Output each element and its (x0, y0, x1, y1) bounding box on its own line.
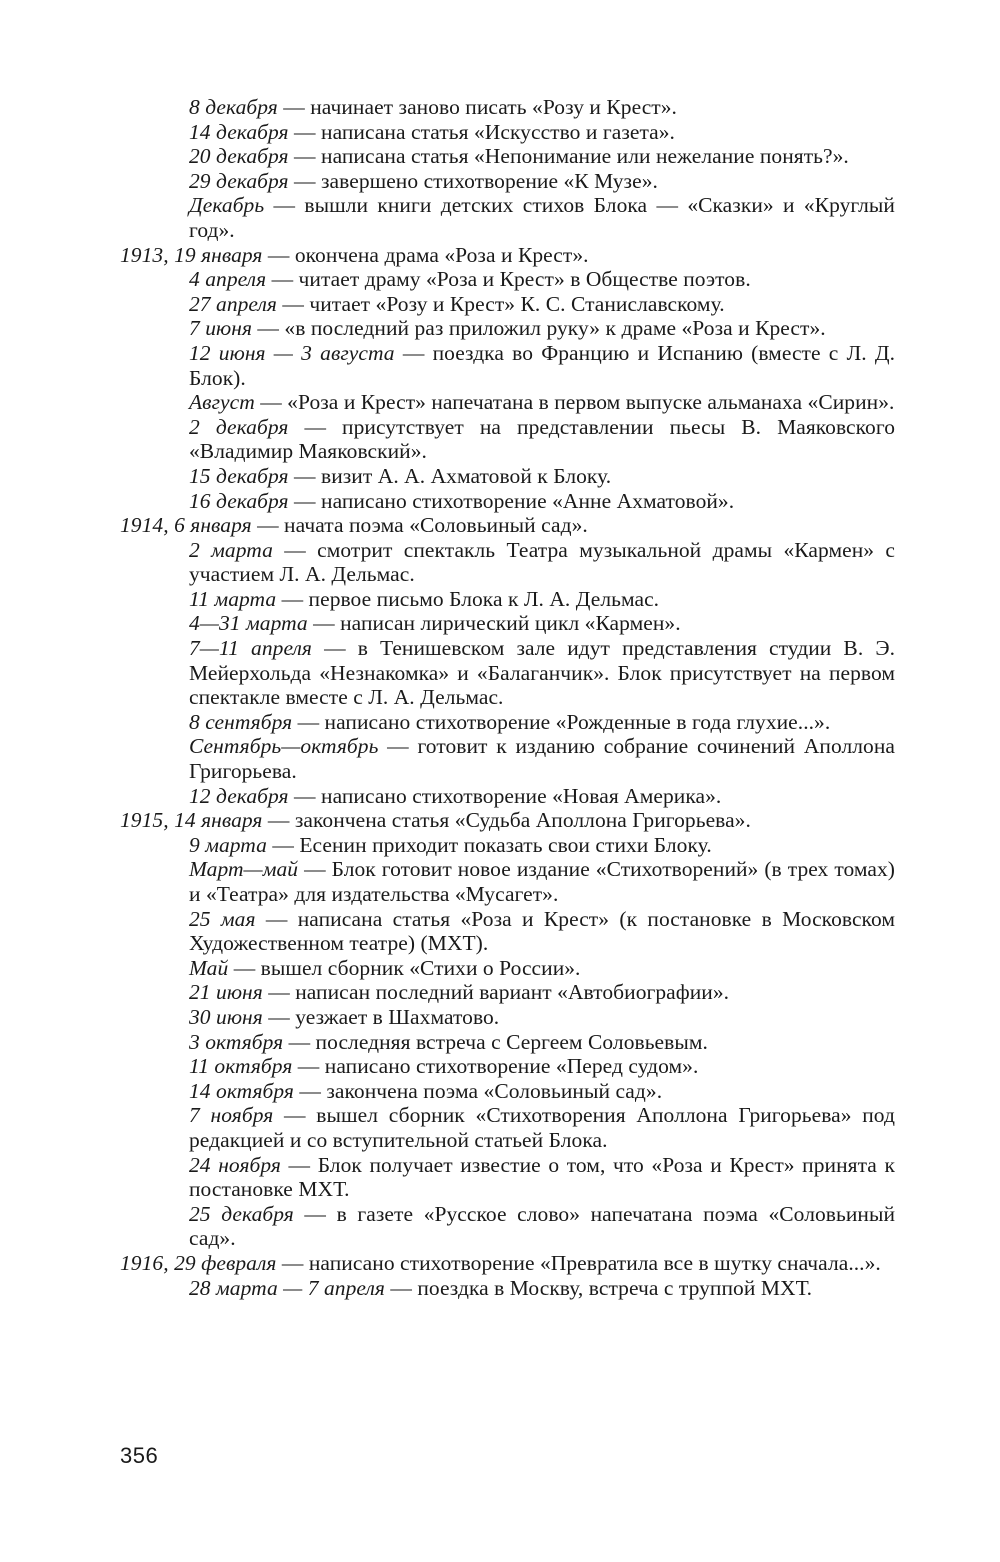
entry-text: — написана статья «Непонимание или нежелание понять?». (288, 144, 849, 169)
entry-date: 28 марта — 7 апреля (189, 1275, 385, 1300)
entry-date: 24 ноября (189, 1152, 281, 1177)
entry-date: Март—май (189, 857, 299, 882)
entry-date: 19 января (174, 242, 263, 267)
entry-text: — «в последний раз приложил руку» к драме «Роза и Крест». (252, 316, 826, 341)
chronology-entry (120, 415, 895, 464)
entry-date: 3 октября (189, 1029, 284, 1054)
chronology-entry (120, 1054, 895, 1079)
chronology-entry (120, 1276, 895, 1301)
entry-date: 8 декабря (189, 95, 278, 119)
entry-text: — Блок готовит новое издание «Стихотворений» (в трех томах) и «Театра» для издательства «Мусагет». (189, 857, 895, 906)
chronology-entry (120, 341, 895, 390)
entry-date: 4 апреля (189, 267, 267, 292)
chronology-list (120, 95, 895, 1300)
chronology-entry (120, 1005, 895, 1030)
chronology-entry (120, 956, 895, 981)
entry-date: 7 ноября (189, 1103, 274, 1128)
chronology-entry (120, 611, 895, 636)
entry-text: — написано стихотворение «Анне Ахматовой». (288, 488, 735, 513)
entry-date: 16 декабря (189, 488, 289, 513)
entry-text: — присутствует на представлении пьесы В. Маяковского «Владимир Маяковский». (189, 414, 895, 464)
chronology-entry (120, 784, 895, 809)
chronology-year-entry (120, 513, 895, 538)
chronology-entry (120, 907, 895, 956)
chronology-entry (120, 316, 895, 341)
chronology-entry (120, 95, 895, 120)
entry-text: — написан лирический цикл «Кармен». (307, 611, 681, 636)
entry-date: 29 декабря (189, 168, 289, 193)
chronology-entry (120, 464, 895, 489)
entry-date: 15 декабря (189, 463, 289, 488)
entry-year: 1915, (120, 808, 175, 833)
entry-text: — читает «Розу и Крест» К. С. Станиславскому. (276, 291, 725, 316)
entry-text: — готовит к изданию собрание сочинений Аполлона Григорьева. (189, 734, 895, 784)
entry-date: 20 декабря (189, 144, 289, 169)
entry-text: — поездка в Москву, встреча с труппой МХТ. (384, 1275, 813, 1300)
entry-date: Август (189, 390, 255, 415)
chronology-year-entry (120, 1251, 895, 1276)
chronology-entry (120, 1079, 895, 1104)
entry-date: Май (189, 955, 229, 980)
chronology-year-entry (120, 243, 895, 268)
entry-date: 8 сентября (189, 709, 293, 734)
chronology-entry (120, 120, 895, 145)
entry-text: — начата поэма «Соловьиный сад». (251, 513, 588, 538)
entry-year: 1913, (120, 242, 175, 267)
entry-text: — в Тенишевском зале идут представления студии В. Э. Мейерхольда «Незнакомка» и «Балаганчик». Блок присутствует на первом спектакле вместе с Л. А. Дельмас. (189, 636, 895, 710)
entry-text: — написано стихотворение «Перед судом». (292, 1054, 699, 1079)
entry-text: — в газете «Русское слово» напечатана поэма «Соловьиный сад». (189, 1201, 896, 1251)
entry-date: 6 января (174, 513, 252, 538)
entry-date: 12 июня — 3 августа (189, 340, 395, 365)
chronology-entry (120, 1103, 895, 1152)
entry-date: 27 апреля (189, 291, 277, 316)
chronology-entry (120, 538, 895, 587)
chronology-entry (120, 489, 895, 514)
entry-text: — первое письмо Блока к Л. А. Дельмас. (276, 586, 660, 611)
chronology-entry (120, 390, 895, 415)
chronology-entry (120, 636, 895, 710)
chronology-entry (120, 267, 895, 292)
entry-date: 14 октября (189, 1078, 294, 1103)
entry-text: — закончена статья «Судьба Аполлона Григорьева». (262, 808, 751, 833)
entry-date: 25 декабря (189, 1201, 294, 1226)
chronology-entry (120, 734, 895, 783)
chronology-entry (120, 193, 895, 242)
entry-text: — написана статья «Роза и Крест» (к постановке в Московском Художественном театре) (МХТ). (189, 906, 895, 956)
entry-date: 9 марта (189, 832, 267, 857)
entry-text: — Блок получает известие о том, что «Роза и Крест» принята к постановке МХТ. (189, 1152, 895, 1202)
chronology-entry (120, 857, 895, 906)
entry-text: — вышли книги детских стихов Блока — «Сказки» и «Круглый год». (189, 193, 895, 242)
entry-date: 2 декабря (189, 414, 289, 439)
page-number: 356 (120, 1443, 159, 1468)
entry-date: 12 декабря (189, 783, 289, 808)
entry-date: 14 января (174, 808, 263, 833)
entry-date: 30 июня (189, 1004, 263, 1029)
chronology-entry (120, 980, 895, 1005)
entry-date: 29 февраля (174, 1250, 277, 1275)
chronology-entry (120, 587, 895, 612)
entry-text: — завершено стихотворение «К Музе». (288, 168, 658, 193)
entry-date: 7—11 апреля (189, 636, 312, 661)
entry-text: — написан последний вариант «Автобиографии». (262, 980, 730, 1005)
entry-text: — написана статья «Искусство и газета». (288, 119, 675, 144)
entry-text: — визит А. А. Ахматовой к Блоку. (288, 463, 612, 488)
entry-date: 14 декабря (189, 119, 289, 144)
entry-text: — «Роза и Крест» напечатана в первом выпуске альманаха «Сирин». (254, 390, 895, 415)
entry-date: 21 июня (189, 980, 263, 1005)
entry-year: 1916, (120, 1250, 175, 1275)
chronology-year-entry (120, 808, 895, 833)
entry-date: 2 марта (189, 537, 273, 562)
chronology-entry (120, 710, 895, 735)
entry-text: — окончена драма «Роза и Крест». (262, 242, 589, 267)
chronology-entry (120, 292, 895, 317)
entry-text: — Есенин приходит показать свои стихи Блоку. (266, 832, 712, 857)
entry-text: — последняя встреча с Сергеем Соловьевым. (283, 1029, 708, 1054)
entry-date: 25 мая (189, 906, 256, 931)
chronology-entry (120, 833, 895, 858)
entry-date: 11 октября (189, 1054, 293, 1079)
entry-text: — вышел сборник «Стихи о России». (228, 955, 581, 980)
entry-date: 7 июня (189, 316, 252, 341)
entry-text: — написано стихотворение «Рожденные в года глухие...». (292, 709, 831, 734)
entry-text: — читает драму «Роза и Крест» в Обществе поэтов. (266, 267, 751, 292)
entry-date: Декабрь (189, 193, 265, 218)
entry-text: — вышел сборник «Стихотворения Аполлона Григорьева» под редакцией и со вступительной статьей Блока. (189, 1103, 895, 1152)
chronology-entry (120, 1202, 895, 1251)
entry-text: — написано стихотворение «Превратила все в шутку сначала...». (276, 1250, 881, 1275)
entry-text: — закончена поэма «Соловьиный сад». (293, 1078, 663, 1103)
entry-text: — уезжает в Шахматово. (262, 1004, 500, 1029)
entry-date: Сентябрь—октябрь (189, 734, 379, 759)
entry-text: — начинает заново писать «Розу и Крест». (277, 95, 677, 119)
chronology-entry (120, 1153, 895, 1202)
entry-text: — смотрит спектакль Театра музыкальной драмы «Кармен» с участием Л. А. Дельмас. (189, 537, 895, 587)
chronology-entry (120, 144, 895, 169)
chronology-entry (120, 169, 895, 194)
entry-text: — поездка во Францию и Испанию (вместе с Л. Д. Блок). (189, 340, 895, 390)
entry-date: 11 марта (189, 586, 277, 611)
entry-date: 4—31 марта (189, 611, 308, 636)
chronology-entry (120, 1030, 895, 1055)
entry-text: — написано стихотворение «Новая Америка». (288, 783, 722, 808)
entry-year: 1914, (120, 513, 175, 538)
